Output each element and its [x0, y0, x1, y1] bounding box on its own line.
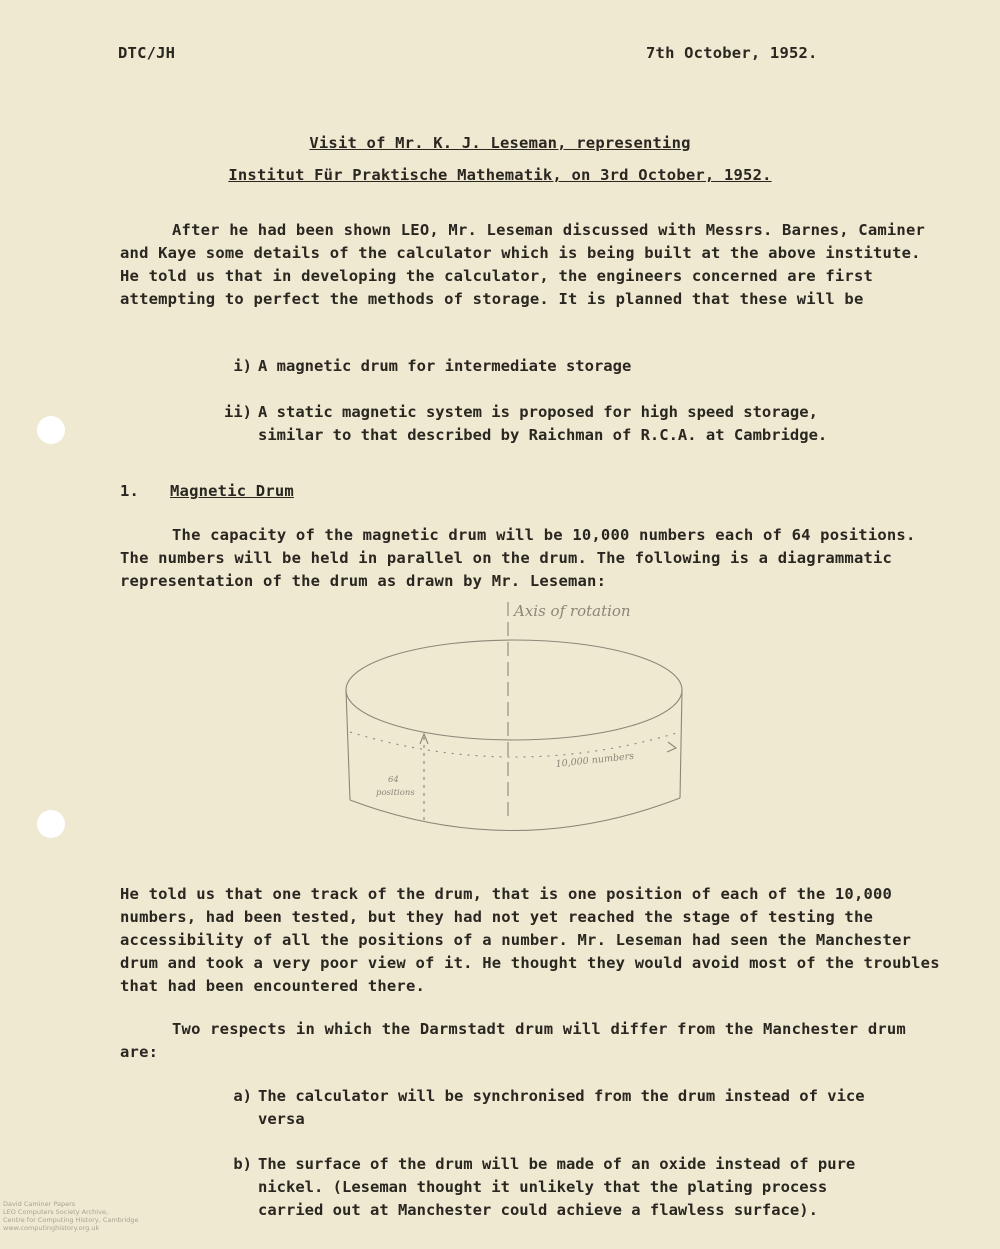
- title-line-2: Institut Für Praktische Mathematik, on 3rd October, 1952.: [228, 166, 772, 184]
- positions-label-word: positions: [376, 788, 415, 798]
- section-heading: Magnetic Drum: [170, 482, 294, 500]
- footer-line: LEO Computers Society Archive,: [3, 1208, 109, 1216]
- drum-top-ellipse: [346, 640, 682, 740]
- respects-paragraph: Two respects in which the Darmstadt drum will differ from the Manchester drum are:: [120, 1020, 906, 1061]
- document-date: 7th October, 1952.: [646, 44, 818, 62]
- item-number: b): [233, 1155, 252, 1173]
- item-text: A magnetic drum for intermediate storage: [258, 357, 632, 375]
- numbers-arrow-head: [667, 742, 676, 752]
- item-text: A static magnetic system is proposed for high speed storage, similar to that described by Raichman of R.C.A. at Cambridge.: [258, 403, 828, 444]
- drum-diagram: [330, 592, 710, 852]
- capacity-paragraph: The capacity of the magnetic drum will be 10,000 numbers each of 64 positions. The numbers will be held in parallel on the drum. The following is a diagrammatic representation of the drum as drawn by Mr. Leseman:: [120, 526, 916, 590]
- archive-footer: [3, 1200, 139, 1232]
- item-number: ii): [224, 403, 252, 421]
- numbers-label: 10,000 numbers: [555, 750, 635, 770]
- drum-left-side: [346, 690, 350, 800]
- footer-line: David Caminer Papers: [3, 1200, 76, 1208]
- reference-code: DTC/JH: [118, 44, 176, 62]
- item-text: The surface of the drum will be made of an oxide instead of pure nickel. (Leseman thought it unlikely that the plating process carried out at Manchester could achieve a flawless surface).: [258, 1155, 856, 1219]
- footer-line: Centre for Computing History, Cambridge: [3, 1216, 139, 1224]
- footer-line: www.computinghistory.org.uk: [3, 1224, 100, 1232]
- item-number: i): [233, 357, 252, 375]
- axis-label: Axis of rotation: [514, 602, 631, 620]
- title-line-1: Visit of Mr. K. J. Leseman, representing: [309, 134, 691, 152]
- punch-hole: [37, 810, 65, 838]
- punch-hole: [37, 416, 65, 444]
- positions-label-count: 64: [388, 775, 399, 785]
- item-number: a): [233, 1087, 252, 1105]
- drum-bottom-curve: [350, 798, 680, 831]
- drum-right-side: [680, 690, 682, 798]
- intro-paragraph: After he had been shown LEO, Mr. Leseman discussed with Messrs. Barnes, Caminer and Kaye some details of the calculator which is being built at the above institute. He told us that in developing the calculator, the engineers concerned are first attempting to perfect the methods of storage. It is planned that these will be: [120, 221, 926, 308]
- item-text: The calculator will be synchronised from the drum instead of vice versa: [258, 1087, 865, 1128]
- section-number: 1.: [120, 482, 140, 500]
- track-paragraph: He told us that one track of the drum, that is one position of each of the 10,000 numbers, had been tested, but they had not yet reached the stage of testing the accessibility of all the positions of a number. Mr. Leseman had seen the Manchester drum and took a very poor view of it. He thought they would avoid most of the troubles that had been encountered there.: [120, 885, 940, 995]
